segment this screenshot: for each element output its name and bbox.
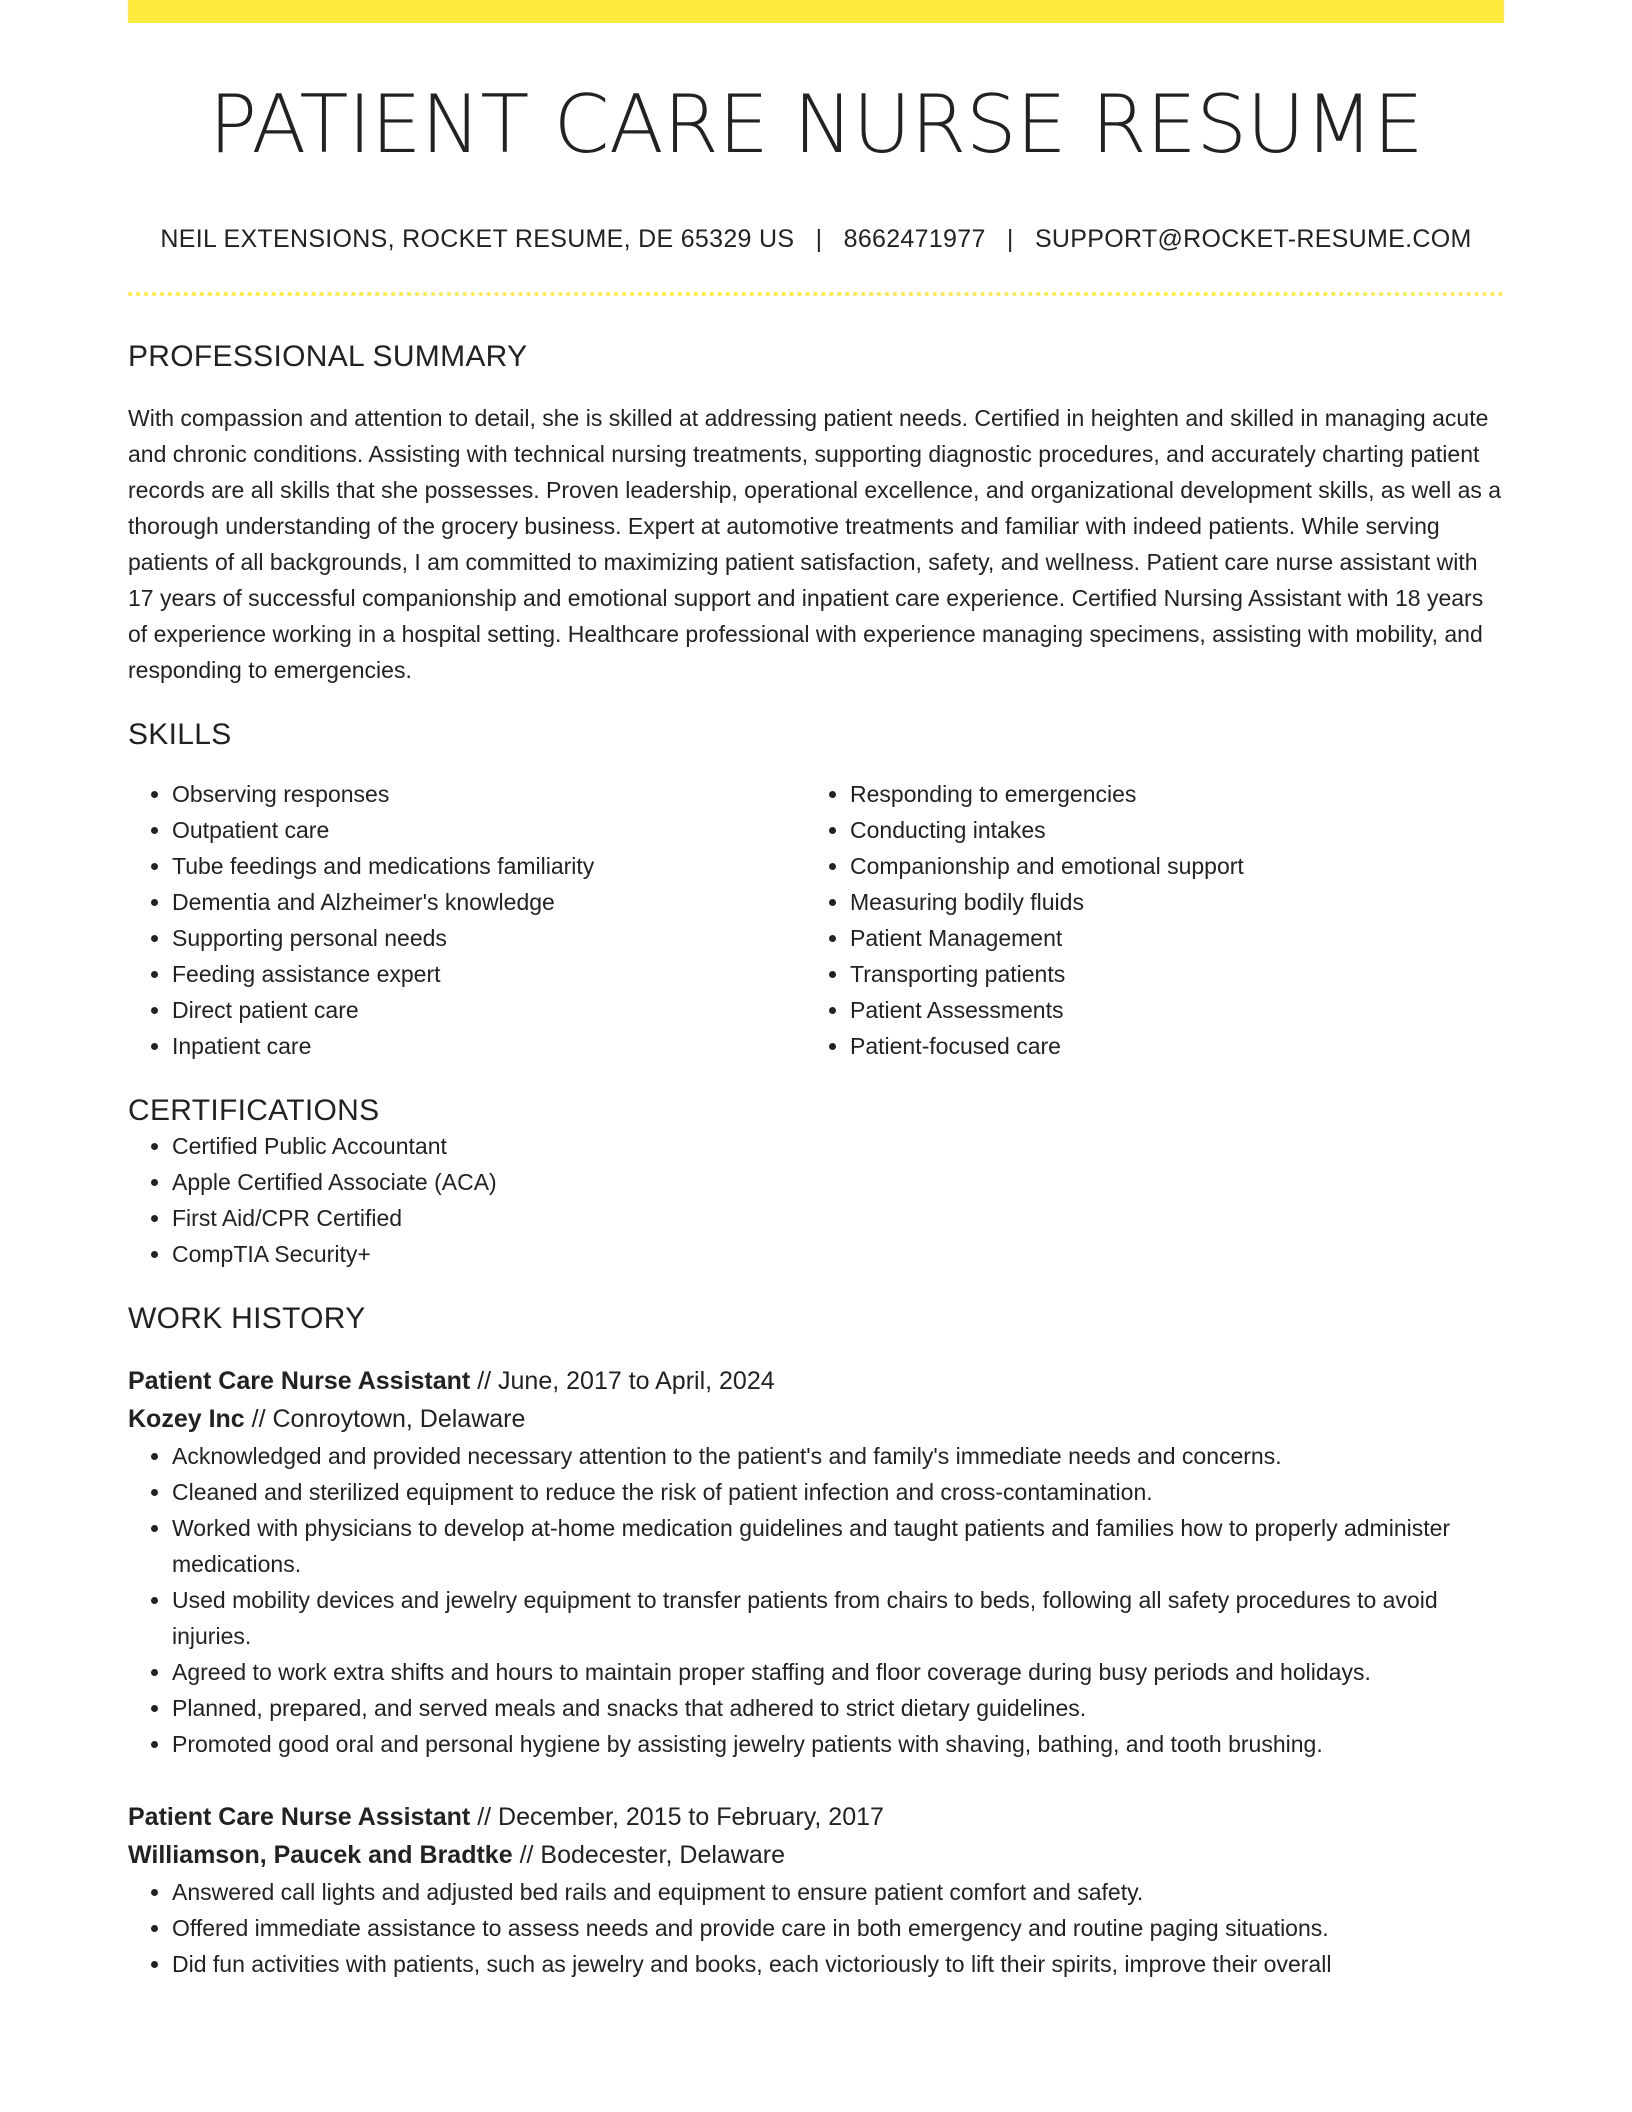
skill-item: • Measuring bodily fluids xyxy=(850,884,1484,920)
skills-grid xyxy=(128,776,1504,1064)
summary-text: With compassion and attention to detail, she is skilled at addressing patient needs. Certified in heighten and skilled in managing acute and chronic conditions. Assisting with technical nursing treatments, supporting diagnostic procedures, and accurately charting patient records are all skills that she possesses. Proven leadership, operational excellence, and organizational development skills, as well as a thorough understanding of the grocery business. Expert at automotive treatments and familiar with indeed patients. While serving patients of all backgrounds, I am committed to maximizing patient satisfaction, safety, and wellness. Patient care nurse assistant with 17 years of successful companionship and emotional support and inpatient care experience. Certified Nursing Assistant with 18 years of experience working in a hospital setting. Healthcare professional with experience managing specimens, assisting with mobility, and responding to emergencies. xyxy=(128,405,1502,683)
skill-item: • Transporting patients xyxy=(850,956,1484,992)
skill-item: • Patient Assessments xyxy=(850,992,1484,1028)
accent-bar xyxy=(128,0,1504,23)
skills-list-left xyxy=(128,776,806,1064)
job-location: // Bodecester, Delaware xyxy=(512,1841,785,1869)
contact-email: SUPPORT@ROCKET-RESUME.COM xyxy=(1034,225,1472,253)
job-company-line xyxy=(128,1400,1504,1438)
work-history-section xyxy=(128,1302,1504,1982)
job-title-line xyxy=(128,1798,1504,1836)
certifications-section xyxy=(128,1094,1504,1272)
job-duty: • Offered immediate assistance to assess needs and provide care in both emergency and routine paging situations. xyxy=(172,1910,1504,1946)
certification-item: • CompTIA Security+ xyxy=(172,1236,1504,1272)
certifications-heading: CERTIFICATIONS xyxy=(128,1094,380,1127)
job-company: Kozey Inc xyxy=(128,1405,245,1433)
skill-item: • Inpatient care xyxy=(172,1028,806,1064)
page-title: PATIENT CARE NURSE RESUME xyxy=(208,78,1424,171)
skills-column-right xyxy=(806,776,1484,1064)
skill-item: • Supporting personal needs xyxy=(172,920,806,956)
skill-item: • Companionship and emotional support xyxy=(850,848,1484,884)
header-divider xyxy=(128,292,1504,296)
job-title-line xyxy=(128,1362,1504,1400)
skill-item: • Feeding assistance expert xyxy=(172,956,806,992)
job-dates: // June, 2017 to April, 2024 xyxy=(470,1367,775,1395)
job-duty: • Cleaned and sterilized equipment to reduce the risk of patient infection and cross-contamination. xyxy=(172,1474,1504,1510)
job-company-line xyxy=(128,1836,1504,1874)
summary-heading: PROFESSIONAL SUMMARY xyxy=(128,340,528,373)
skill-item: • Direct patient care xyxy=(172,992,806,1028)
job-entry xyxy=(128,1798,1504,1982)
job-duties-list xyxy=(128,1874,1504,1982)
job-duty: • Promoted good oral and personal hygiene by assisting jewelry patients with shaving, bathing, and tooth brushing. xyxy=(172,1726,1504,1762)
skill-item: • Outpatient care xyxy=(172,812,806,848)
certification-item: • Apple Certified Associate (ACA) xyxy=(172,1164,1504,1200)
summary-section xyxy=(128,340,1504,688)
job-duty: • Did fun activities with patients, such as jewelry and books, each victoriously to lift their spirits, improve their overall xyxy=(172,1946,1504,1982)
job-dates: // December, 2015 to February, 2017 xyxy=(470,1803,884,1831)
skills-heading: SKILLS xyxy=(128,718,232,751)
job-duty: • Used mobility devices and jewelry equipment to transfer patients from chairs to beds, following all safety procedures to avoid injuries. xyxy=(172,1582,1504,1654)
contact-separator: | xyxy=(1006,225,1014,253)
skill-item: • Tube feedings and medications familiarity xyxy=(172,848,806,884)
skill-item: • Patient-focused care xyxy=(850,1028,1484,1064)
job-company: Williamson, Paucek and Bradtke xyxy=(128,1841,513,1869)
contact-address: NEIL EXTENSIONS, ROCKET RESUME, DE 65329 US xyxy=(160,225,795,253)
skill-item: • Dementia and Alzheimer's knowledge xyxy=(172,884,806,920)
job-duty: • Worked with physicians to develop at-home medication guidelines and taught patients and families how to properly administer medications. xyxy=(172,1510,1504,1582)
certification-item: • First Aid/CPR Certified xyxy=(172,1200,1504,1236)
skill-item: • Conducting intakes xyxy=(850,812,1484,848)
work-history-heading: WORK HISTORY xyxy=(128,1302,366,1335)
certification-item: • Certified Public Accountant xyxy=(172,1128,1504,1164)
job-location: // Conroytown, Delaware xyxy=(244,1405,526,1433)
skills-column-left xyxy=(128,776,806,1064)
job-entry xyxy=(128,1362,1504,1762)
skills-list-right xyxy=(806,776,1484,1064)
job-duties-list xyxy=(128,1438,1504,1762)
job-duty: • Answered call lights and adjusted bed rails and equipment to ensure patient comfort and safety. xyxy=(172,1874,1504,1910)
skill-item: • Observing responses xyxy=(172,776,806,812)
job-duty: • Acknowledged and provided necessary attention to the patient's and family's immediate needs and concerns. xyxy=(172,1438,1504,1474)
certifications-list xyxy=(128,1128,1504,1272)
job-duty: • Agreed to work extra shifts and hours to maintain proper staffing and floor coverage during busy periods and holidays. xyxy=(172,1654,1504,1690)
skill-item: • Responding to emergencies xyxy=(850,776,1484,812)
contact-line xyxy=(128,225,1504,254)
contact-separator: | xyxy=(815,225,823,253)
job-duty: • Planned, prepared, and served meals and snacks that adhered to strict dietary guidelines. xyxy=(172,1690,1504,1726)
resume-page xyxy=(128,0,1504,1982)
skills-section xyxy=(128,718,1504,1064)
job-title: Patient Care Nurse Assistant xyxy=(128,1803,471,1831)
job-title: Patient Care Nurse Assistant xyxy=(128,1367,471,1395)
skill-item: • Patient Management xyxy=(850,920,1484,956)
contact-phone: 8662471977 xyxy=(843,225,986,253)
